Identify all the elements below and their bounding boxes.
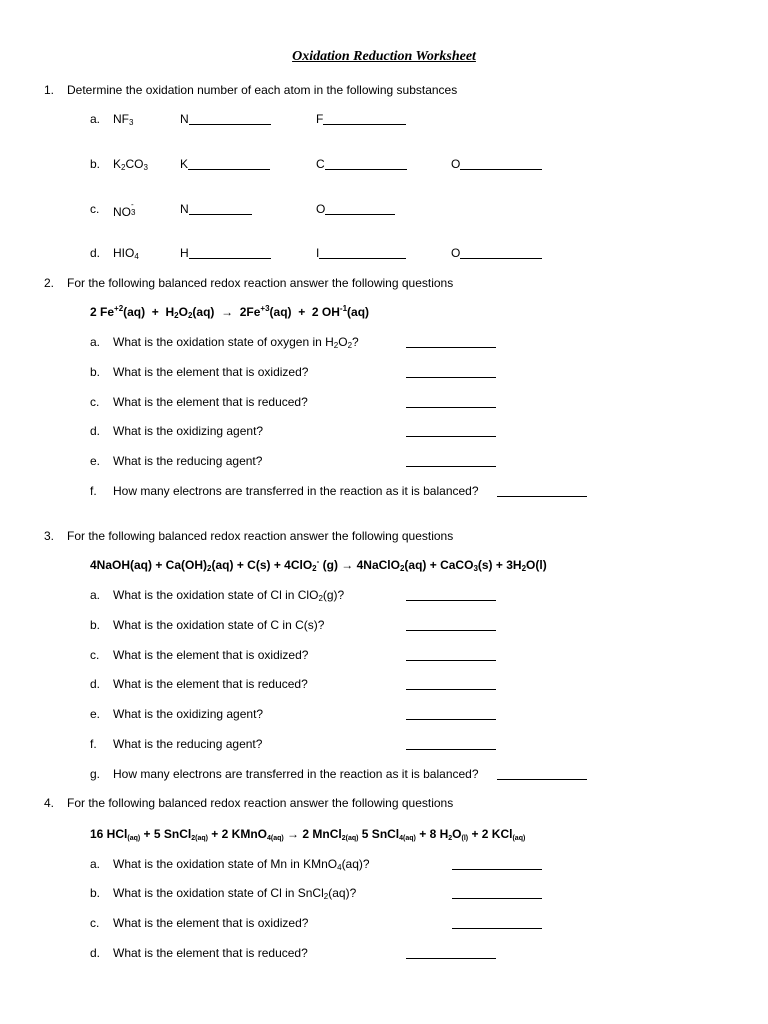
q1d-blank-1[interactable] [189, 246, 271, 259]
q1c-blank-2[interactable] [325, 202, 395, 215]
q2b-text: What is the element that is oxidized? [113, 365, 309, 379]
q4d-text: What is the element that is reduced? [113, 946, 308, 960]
worksheet-title: Oxidation Reduction Worksheet [292, 49, 476, 64]
q2f-answer-line[interactable] [497, 496, 587, 497]
q2b-answer-line[interactable] [406, 377, 496, 378]
q3c-text: What is the element that is oxidized? [113, 648, 309, 662]
q2f-text: How many electrons are transferred in the reaction as it is balanced? [113, 484, 479, 498]
q3e-text: What is the oxidizing agent? [113, 707, 264, 721]
q4d-label: d. [90, 946, 101, 960]
q3c-label: c. [90, 648, 100, 662]
q3c-answer-line[interactable] [406, 660, 496, 661]
q2b-label: b. [90, 365, 101, 379]
q3e-label: e. [90, 707, 101, 721]
q1b-atom-3: O [451, 157, 542, 171]
q2-equation: 2 $Fe^{+2}(aq) + H_2O_2(aq) \to 2Fe^{+3}(aq) + 2$ $OH^{-1}(aq)$ [90, 304, 370, 320]
q2e-label: e. [90, 454, 101, 468]
q4d-answer-line[interactable] [406, 958, 496, 959]
q2d-answer-line[interactable] [406, 436, 496, 437]
q4c-answer-line[interactable] [452, 928, 542, 929]
q1c-blank-1[interactable] [189, 202, 252, 215]
q2a-answer-line[interactable] [406, 347, 496, 348]
q3a-label: a. [90, 588, 101, 602]
q1-text: Determine the oxidation number of each atom in the following substances [67, 83, 458, 97]
q4-number: 4. [44, 796, 55, 810]
q4-equation: 16 HCl$_{(aq)}$ + 5 SnCl$_{2(aq)}$ + 2 KMnO$_{4(aq)}$ → 2 MnCl$_{2(aq)}$ 5 SnCl$_{4(aq)}$ + 8 $H_2O_{(l)} + 2$ KCl$_{(aq)}$ [90, 827, 526, 842]
q3d-answer-line[interactable] [406, 689, 496, 690]
q3-text: For the following balanced redox reaction answer the following questions [67, 529, 454, 543]
q1a-atom-2: F [316, 112, 406, 126]
q3g-answer-line[interactable] [497, 779, 587, 780]
q2e-answer-line[interactable] [406, 466, 496, 467]
q1b-formula: $K_2CO_3$ [113, 157, 148, 172]
q1b-label: b. [90, 157, 101, 171]
q2-text: For the following balanced redox reaction answer the following questions [67, 276, 454, 290]
q1b-blank-2[interactable] [325, 157, 407, 170]
q4a-label: a. [90, 857, 101, 871]
q1d-blank-3[interactable] [460, 246, 542, 259]
q2-number: 2. [44, 276, 55, 290]
q4b-answer-line[interactable] [452, 898, 542, 899]
q3b-text: What is the oxidation state of C in C(s)? [113, 618, 325, 632]
q1d-atom-2: I [316, 246, 406, 260]
q3-equation: 4NaOH(aq) + $Ca(OH)_2(aq) + C(s) + 4ClO_2^-$ (g) → 4NaClO$_2$(aq) + CaCO$_3$(s) + $3H_2O(l)$ [90, 557, 547, 573]
q3f-answer-line[interactable] [406, 749, 496, 750]
q1a-blank-1[interactable] [189, 112, 271, 125]
q2c-label: c. [90, 395, 100, 409]
q1a-label: a. [90, 112, 101, 126]
q1-number: 1. [44, 83, 55, 97]
q3a-answer-line[interactable] [406, 600, 496, 601]
q3f-text: What is the reducing agent? [113, 737, 263, 751]
q2c-text: What is the element that is reduced? [113, 395, 308, 409]
q4b-label: b. [90, 886, 101, 900]
q1d-blank-2[interactable] [319, 246, 406, 259]
q3a-text: What is the oxidation state of Cl in ClO$_2$(g)? [113, 588, 345, 603]
q1b-blank-3[interactable] [460, 157, 542, 170]
q2a-text: What is the oxidation state of oxygen in $H_2O_2$? [113, 335, 359, 350]
q1c-formula: NO - 3 [113, 200, 136, 219]
q4b-text: What is the oxidation state of Cl in SnCl$_2$(aq)? [113, 886, 357, 901]
q2a-label: a. [90, 335, 101, 349]
q3e-answer-line[interactable] [406, 719, 496, 720]
q3b-label: b. [90, 618, 101, 632]
q2e-text: What is the reducing agent? [113, 454, 263, 468]
q1d-atom-1: H [180, 246, 271, 260]
q4a-text: What is the oxidation state of Mn in KMnO$_4$(aq)? [113, 857, 370, 872]
q3g-text: How many electrons are transferred in the reaction as it is balanced? [113, 767, 479, 781]
q3f-label: f. [90, 737, 97, 751]
q4c-label: c. [90, 916, 100, 930]
q4c-text: What is the element that is oxidized? [113, 916, 309, 930]
q1a-atom-1: N [180, 112, 271, 126]
q1a-blank-2[interactable] [323, 112, 406, 125]
q3g-label: g. [90, 767, 101, 781]
q2d-label: d. [90, 424, 101, 438]
q2c-answer-line[interactable] [406, 407, 496, 408]
q1a-formula: $NF_3$ [113, 112, 134, 127]
q2d-text: What is the oxidizing agent? [113, 424, 264, 438]
q1c-atom-1: N [180, 202, 252, 216]
q3b-answer-line[interactable] [406, 630, 496, 631]
q2f-label: f. [90, 484, 97, 498]
q3-number: 3. [44, 529, 55, 543]
q3d-text: What is the element that is reduced? [113, 677, 308, 691]
q1d-label: d. [90, 246, 101, 260]
q1b-blank-1[interactable] [188, 157, 270, 170]
q1c-atom-2: O [316, 202, 395, 216]
q1b-atom-1: K [180, 157, 270, 171]
q1c-label: c. [90, 202, 100, 216]
q3d-label: d. [90, 677, 101, 691]
q4-text: For the following balanced redox reaction answer the following questions [67, 796, 454, 810]
q1b-atom-2: C [316, 157, 407, 171]
q1d-atom-3: O [451, 246, 542, 260]
q1d-formula: $HIO_4$ [113, 246, 139, 261]
q4a-answer-line[interactable] [452, 869, 542, 870]
